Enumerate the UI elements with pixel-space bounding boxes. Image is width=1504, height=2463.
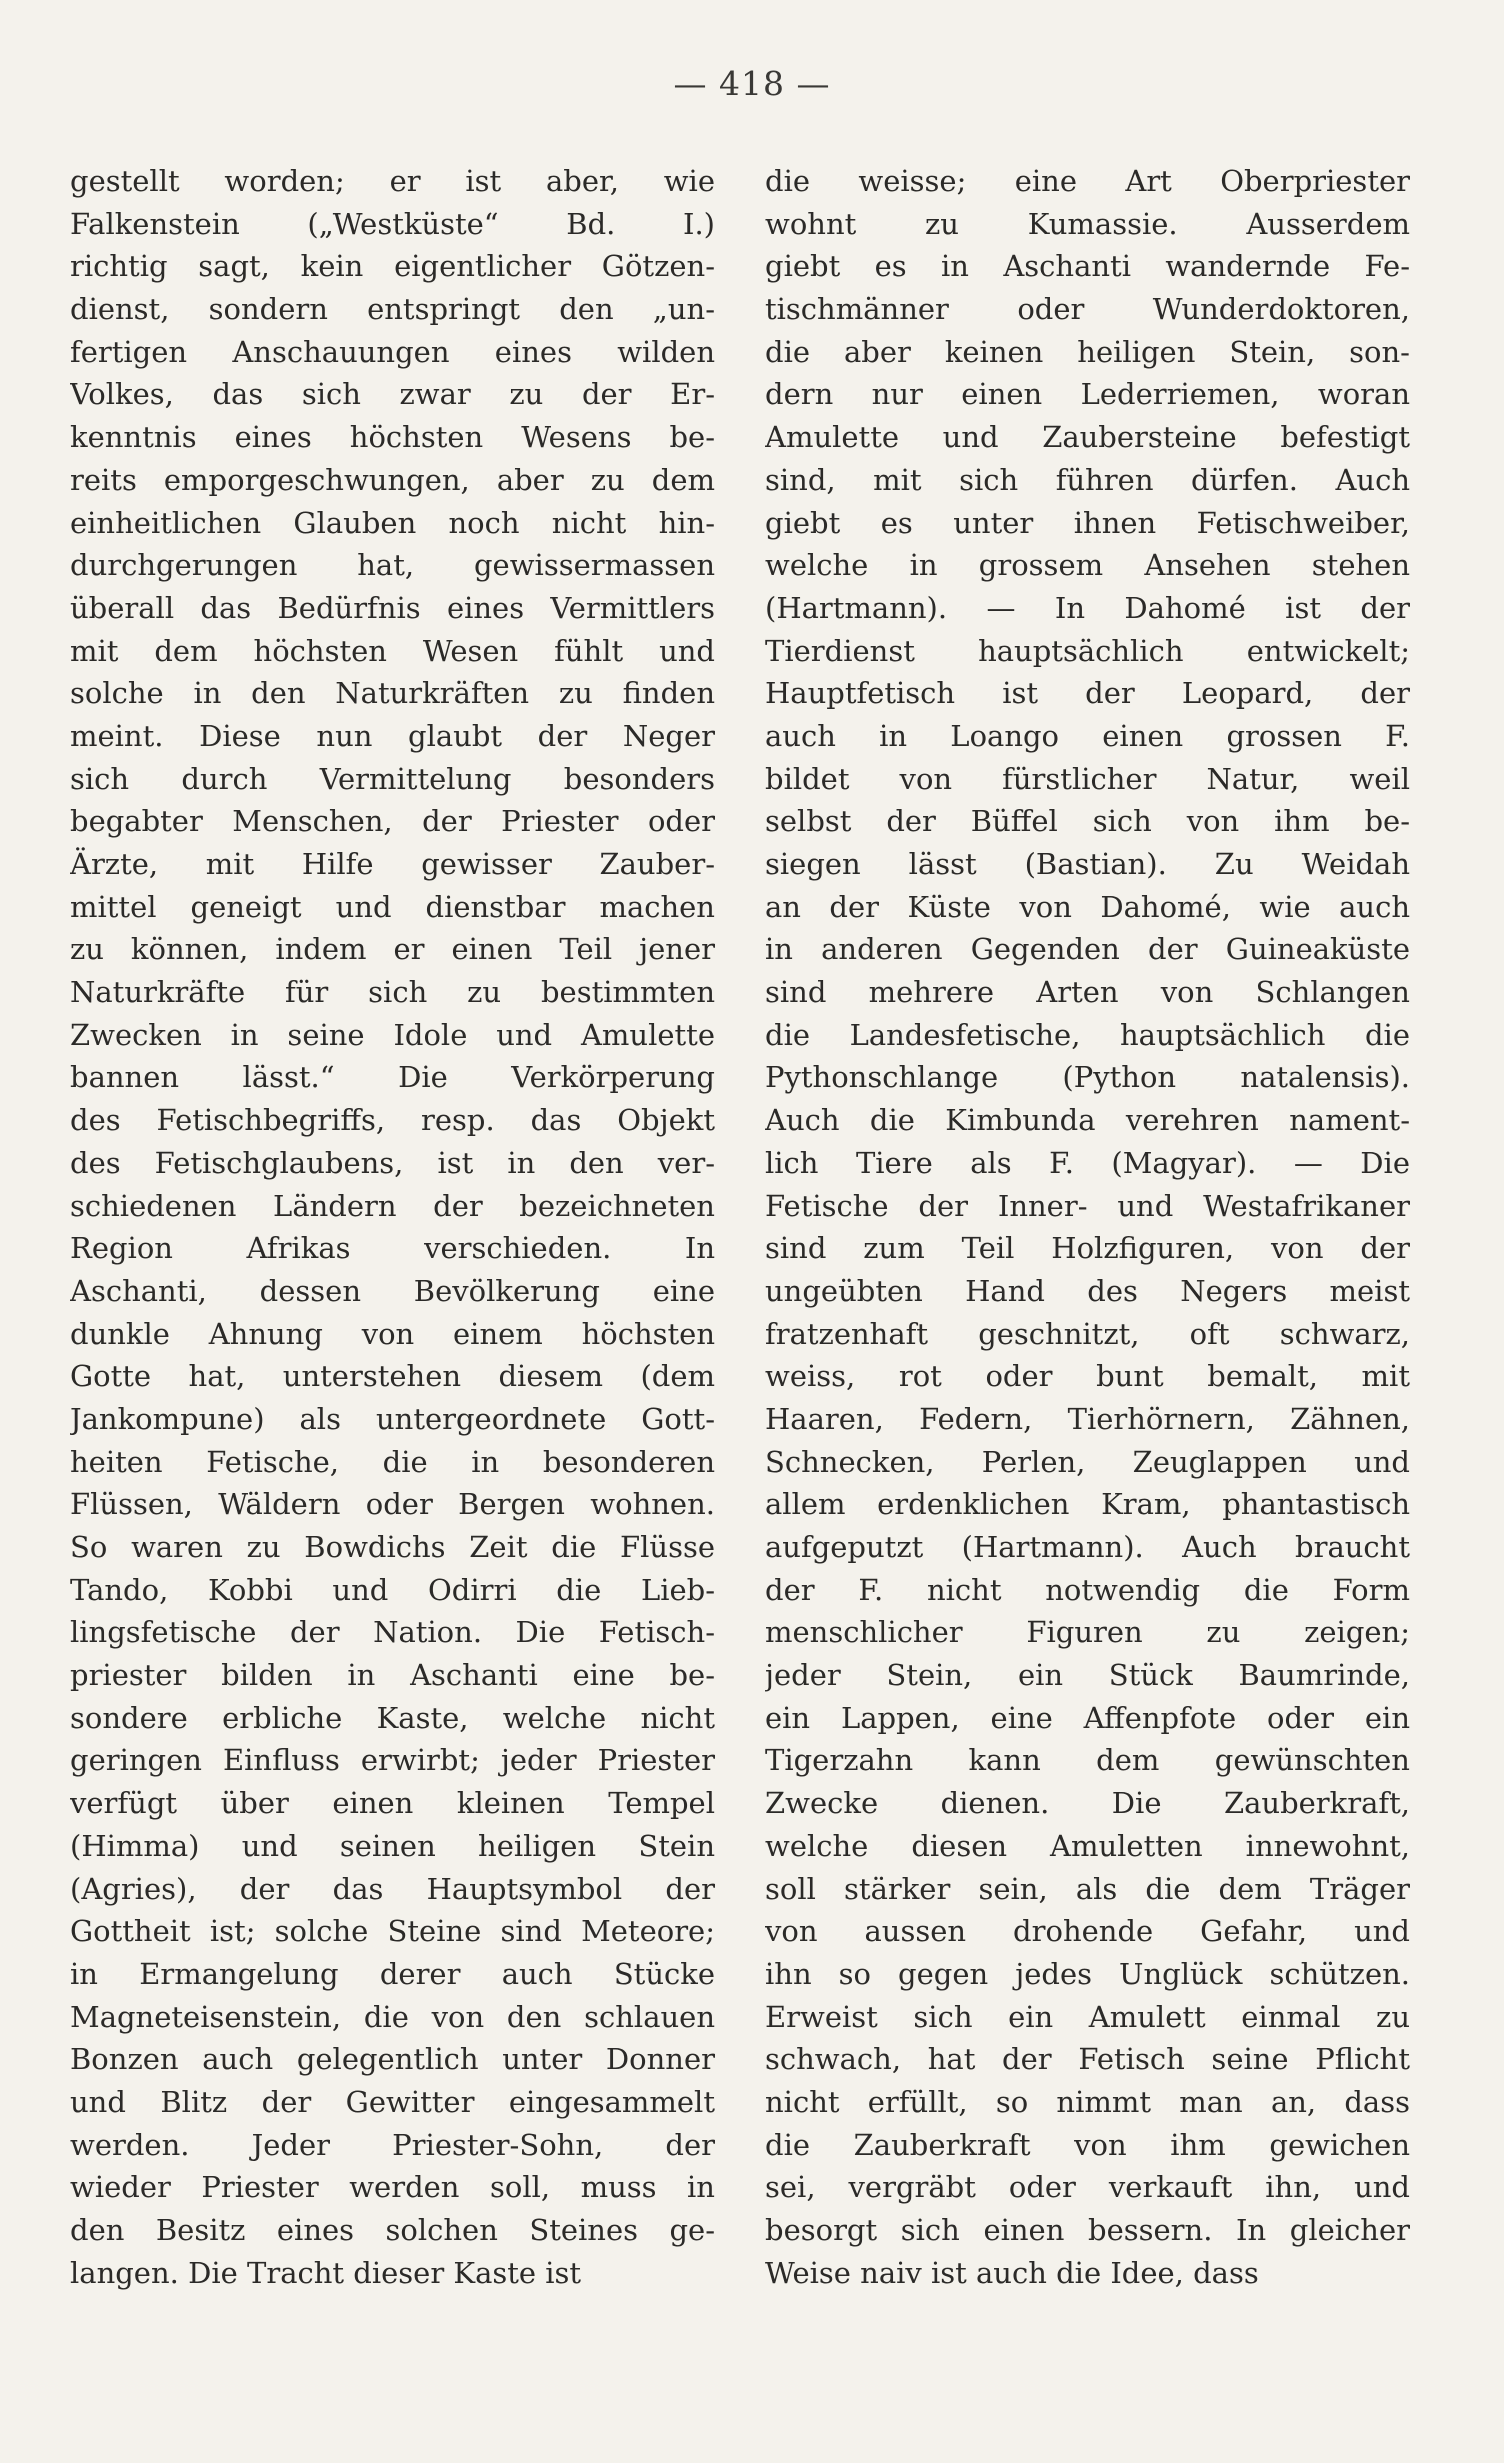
text-line: soll stärker sein, als die dem Träger xyxy=(765,1871,1410,1906)
text-line: Zwecke dienen. Die Zauberkraft, xyxy=(765,1786,1410,1821)
text-line: Gottheit ist; solche Steine sind Meteore; xyxy=(70,1914,715,1949)
right-text-column xyxy=(765,160,1410,2294)
text-line: langen. Die Tracht dieser Kaste ist xyxy=(70,2255,582,2290)
text-line: die aber keinen heiligen Stein, son- xyxy=(765,334,1410,369)
text-line: überall das Bedürfnis eines Vermittlers xyxy=(70,590,715,625)
text-line: tischmänner oder Wunderdoktoren, xyxy=(765,292,1410,327)
text-line: und Blitz der Gewitter eingesammelt xyxy=(70,2084,715,2119)
text-line: die Landesfetische, hauptsächlich die xyxy=(765,1017,1410,1052)
text-line: nicht erfüllt, so nimmt man an, dass xyxy=(765,2084,1410,2119)
text-line: (Himma) und seinen heiligen Stein xyxy=(70,1828,715,1863)
text-line: Pythonschlange (Python natalensis). xyxy=(765,1060,1410,1095)
left-text-column xyxy=(70,160,715,2294)
text-line: Falkenstein („Westküste“ Bd. I.) xyxy=(70,206,715,241)
text-line: sondere erbliche Kaste, welche nicht xyxy=(70,1700,715,1735)
text-line: werden. Jeder Priester-Sohn, der xyxy=(70,2127,715,2162)
text-line: welche diesen Amuletten innewohnt, xyxy=(765,1828,1410,1863)
text-line: die weisse; eine Art Oberpriester xyxy=(765,164,1410,198)
text-line: lich Tiere als F. (Magyar). — Die xyxy=(765,1145,1410,1180)
text-line: aufgeputzt (Hartmann). Auch braucht xyxy=(765,1530,1410,1564)
text-line: Schnecken, Perlen, Zeuglappen und xyxy=(765,1444,1410,1479)
text-line: mit dem höchsten Wesen fühlt und xyxy=(70,633,715,668)
text-line: den Besitz eines solchen Steines ge- xyxy=(70,2213,715,2247)
text-line: Weise naiv ist auch die Idee, dass xyxy=(765,2255,1259,2290)
text-line: Tigerzahn kann dem gewünschten xyxy=(765,1743,1410,1778)
text-line: sind, mit sich führen dürfen. Auch xyxy=(765,462,1410,497)
text-line: (Hartmann). — In Dahomé ist der xyxy=(765,590,1410,625)
text-line: durchgerungen hat, gewissermassen xyxy=(70,548,715,583)
text-line: allem erdenklichen Kram, phantastisch xyxy=(765,1487,1410,1522)
text-line: lingsfetische der Nation. Die Fetisch- xyxy=(70,1615,715,1650)
text-line: Bonzen auch gelegentlich unter Donner xyxy=(70,2042,715,2077)
text-line: ein Lappen, eine Affenpfote oder ein xyxy=(765,1700,1410,1735)
text-line: schwach, hat der Fetisch seine Pflicht xyxy=(765,2042,1410,2077)
text-line: dienst, sondern entspringt den „un- xyxy=(70,292,715,327)
text-line: (Agries), der das Hauptsymbol der xyxy=(70,1871,715,1906)
text-line: giebt es unter ihnen Fetischweiber, xyxy=(765,505,1410,540)
text-line: gestellt worden; er ist aber, wie xyxy=(70,164,715,198)
text-line: reits emporgeschwungen, aber zu dem xyxy=(70,462,715,497)
text-line: Ärzte, mit Hilfe gewisser Zauber- xyxy=(70,847,715,881)
text-line: meint. Diese nun glaubt der Neger xyxy=(70,718,715,753)
text-line: wieder Priester werden soll, muss in xyxy=(70,2170,715,2205)
text-line: Zwecken in seine Idole und Amulette xyxy=(70,1017,715,1052)
text-line: Naturkräfte für sich zu bestimmten xyxy=(70,975,715,1010)
text-line: sind zum Teil Holzfiguren, von der xyxy=(765,1231,1410,1266)
text-line: einheitlichen Glauben noch nicht hin- xyxy=(70,505,715,540)
text-line: dunkle Ahnung von einem höchsten xyxy=(70,1316,715,1351)
text-line: priester bilden in Aschanti eine be- xyxy=(70,1658,715,1693)
text-line: solche in den Naturkräften zu finden xyxy=(70,676,715,711)
text-line: die Zauberkraft von ihm gewichen xyxy=(765,2127,1410,2162)
text-line: siegen lässt (Bastian). Zu Weidah xyxy=(765,847,1410,881)
text-line: der F. nicht notwendig die Form xyxy=(765,1572,1410,1607)
text-line: in anderen Gegenden der Guineaküste xyxy=(765,932,1410,967)
text-line: Amulette und Zaubersteine befestigt xyxy=(765,420,1410,455)
text-line: bannen lässt.“ Die Verkörperung xyxy=(70,1060,715,1095)
text-line: Erweist sich ein Amulett einmal zu xyxy=(765,1999,1410,2034)
text-line: Jankompune) als untergeordnete Gott- xyxy=(70,1401,715,1436)
text-line: bildet von fürstlicher Natur, weil xyxy=(765,761,1410,796)
text-line: welche in grossem Ansehen stehen xyxy=(765,548,1410,583)
text-line: giebt es in Aschanti wandernde Fe- xyxy=(765,249,1410,284)
text-line: von aussen drohende Gefahr, und xyxy=(765,1914,1410,1949)
text-line: sich durch Vermittelung besonders xyxy=(70,761,715,796)
text-line: Haaren, Federn, Tierhörnern, Zähnen, xyxy=(765,1401,1410,1436)
text-line: ungeübten Hand des Negers meist xyxy=(765,1273,1410,1308)
text-line: auch in Loango einen grossen F. xyxy=(765,718,1410,753)
text-line: Hauptfetisch ist der Leopard, der xyxy=(765,676,1410,711)
text-line: begabter Menschen, der Priester oder xyxy=(70,804,715,839)
text-line: dern nur einen Lederriemen, woran xyxy=(765,377,1410,412)
text-line: des Fetischbegriffs, resp. das Objekt xyxy=(70,1103,715,1138)
text-line: menschlicher Figuren zu zeigen; xyxy=(765,1615,1410,1650)
text-line: Volkes, das sich zwar zu der Er- xyxy=(70,377,715,412)
text-line: fertigen Anschauungen eines wilden xyxy=(70,334,715,369)
text-line: Gotte hat, unterstehen diesem (dem xyxy=(70,1359,715,1394)
text-line: selbst der Büffel sich von ihm be- xyxy=(765,804,1410,839)
text-line: sind mehrere Arten von Schlangen xyxy=(765,975,1410,1010)
text-line: So waren zu Bowdichs Zeit die Flüsse xyxy=(70,1530,715,1564)
text-line: Region Afrikas verschieden. In xyxy=(70,1231,715,1266)
text-line: ihn so gegen jedes Unglück schützen. xyxy=(765,1956,1410,1991)
text-line: Aschanti, dessen Bevölkerung eine xyxy=(70,1273,715,1308)
text-line: mittel geneigt und dienstbar machen xyxy=(70,889,715,924)
page-number: — 418 — xyxy=(673,64,831,103)
text-line: des Fetischglaubens, ist in den ver- xyxy=(70,1145,715,1180)
text-line: richtig sagt, kein eigentlicher Götzen- xyxy=(70,249,715,284)
text-line: zu können, indem er einen Teil jener xyxy=(70,932,715,967)
text-line: Flüssen, Wäldern oder Bergen wohnen. xyxy=(70,1487,715,1522)
text-line: besorgt sich einen bessern. In gleicher xyxy=(765,2213,1410,2247)
text-line: Tando, Kobbi und Odirri die Lieb- xyxy=(70,1572,715,1607)
text-line: kenntnis eines höchsten Wesens be- xyxy=(70,420,715,455)
text-line: fratzenhaft geschnitzt, oft schwarz, xyxy=(765,1316,1410,1351)
text-line: verfügt über einen kleinen Tempel xyxy=(70,1786,715,1821)
text-line: Tierdienst hauptsächlich entwickelt; xyxy=(765,633,1410,668)
text-line: Fetische der Inner- und Westafrikaner xyxy=(765,1188,1410,1223)
text-line: jeder Stein, ein Stück Baumrinde, xyxy=(765,1658,1410,1693)
text-line: weiss, rot oder bunt bemalt, mit xyxy=(765,1359,1410,1394)
text-line: an der Küste von Dahomé, wie auch xyxy=(765,889,1410,924)
text-line: heiten Fetische, die in besonderen xyxy=(70,1444,715,1479)
text-line: sei, vergräbt oder verkauft ihn, und xyxy=(765,2170,1410,2205)
text-line: geringen Einfluss erwirbt; jeder Priester xyxy=(70,1743,715,1778)
text-line: schiedenen Ländern der bezeichneten xyxy=(70,1188,715,1223)
text-line: in Ermangelung derer auch Stücke xyxy=(70,1956,715,1991)
text-line: wohnt zu Kumassie. Ausserdem xyxy=(765,206,1410,241)
text-line: Magneteisenstein, die von den schlauen xyxy=(70,1999,715,2034)
text-line: Auch die Kimbunda verehren nament- xyxy=(765,1103,1410,1138)
